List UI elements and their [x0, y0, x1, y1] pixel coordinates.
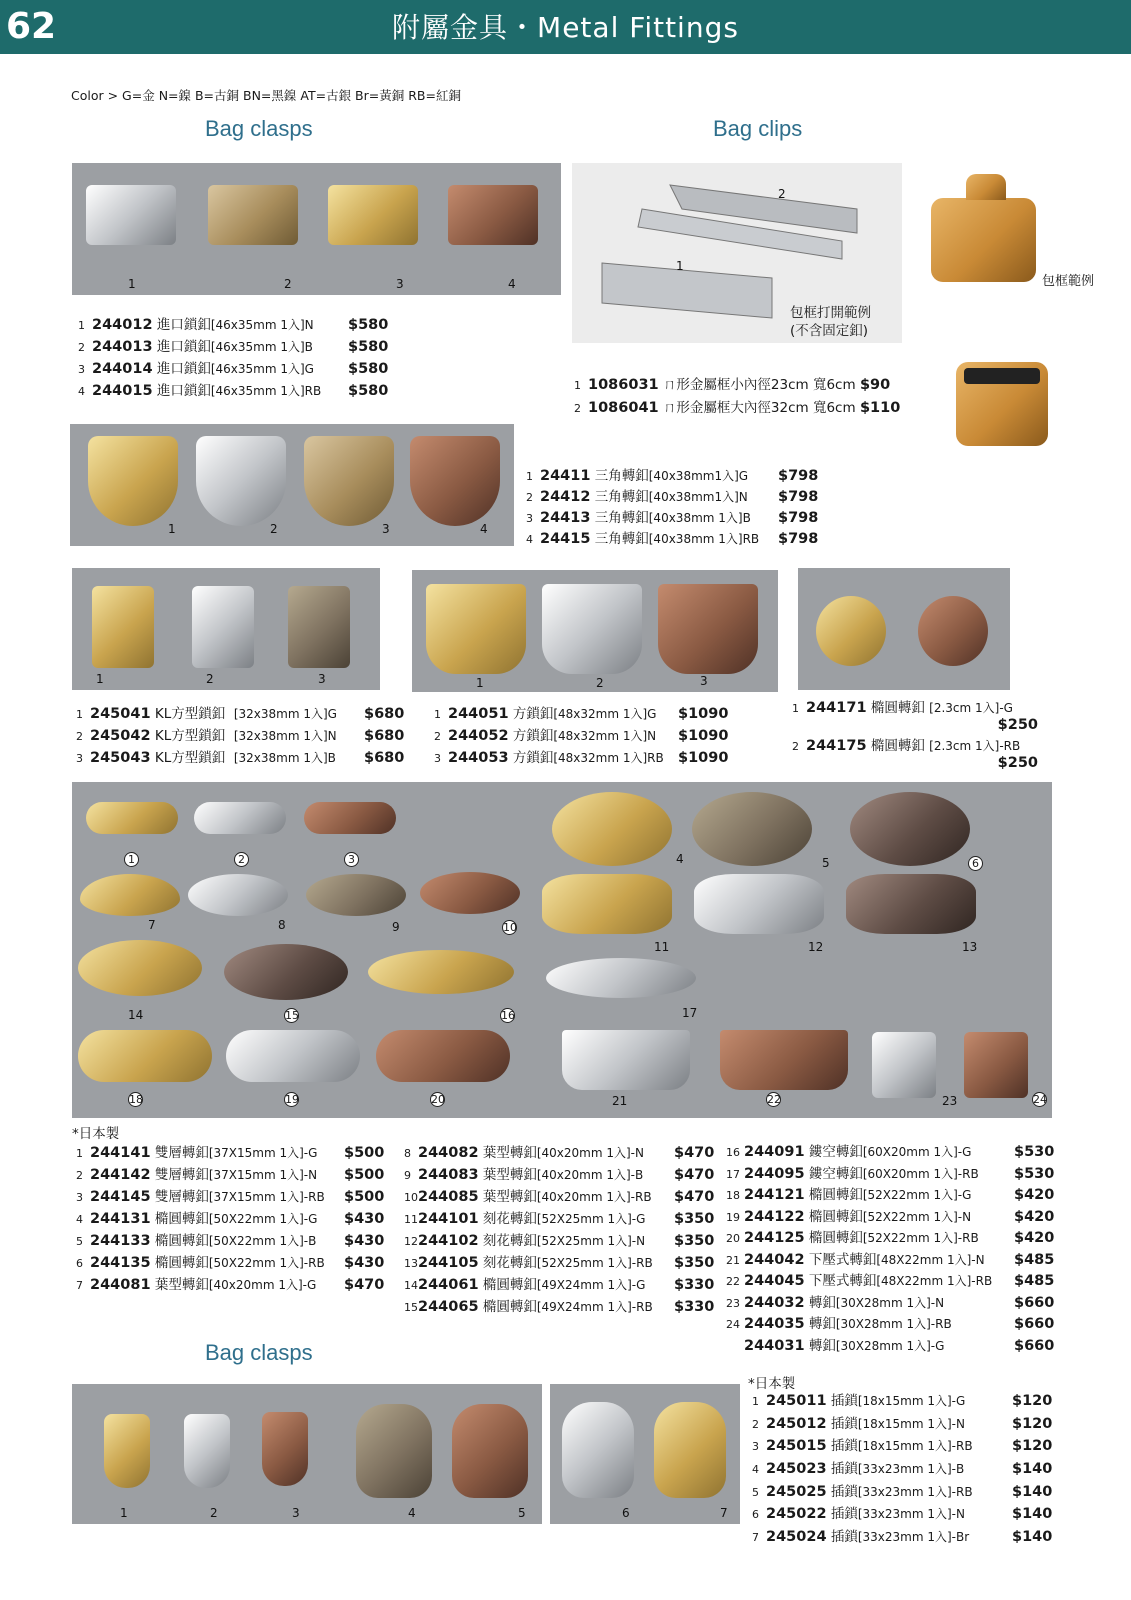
- photo-label: 3: [292, 1506, 300, 1520]
- turnlock-image-8: [188, 874, 288, 916]
- turnlock-image-17: [546, 958, 696, 998]
- turnlock-image-24: [964, 1032, 1028, 1098]
- turnlock-image-14: [78, 940, 202, 996]
- photo-triangle-turnlocks: [70, 424, 514, 546]
- photo-tuck-locks-large: [550, 1384, 740, 1524]
- list-item: 21 244042 下壓式轉釦[48X22mm 1入]-N $485: [726, 1251, 1055, 1268]
- photo-label: 8: [278, 918, 286, 932]
- list-item: 5 245025 插鎖[33x23mm 1入]-RB $140: [752, 1483, 1053, 1500]
- photo-label: 6: [622, 1506, 630, 1520]
- square-turnlock-image-2: [542, 584, 642, 674]
- photo-turnlock-collection: [72, 782, 1052, 1118]
- list-item: 1 1086031 ㄇ形金屬框小內徑23cm 寬6cm $90: [574, 377, 891, 393]
- product-list-oval-turnlocks: [792, 700, 1042, 776]
- photo-label: 15: [285, 1009, 299, 1022]
- photo-label: 1: [168, 522, 176, 536]
- tuck-lock-image-4: [356, 1404, 432, 1498]
- triangle-lock-image-3: [304, 436, 394, 526]
- photo-label: 10: [503, 921, 517, 934]
- turnlock-image-20: [376, 1030, 510, 1082]
- bag-example-image: [926, 168, 1041, 286]
- triangle-lock-image-1: [88, 436, 178, 526]
- list-item: 6 244135 橢圓轉釦[50X22mm 1入]-RB $430: [76, 1255, 385, 1271]
- photo-label: 2: [234, 852, 249, 867]
- turnlock-image-12: [694, 874, 824, 934]
- photo-label: 4: [676, 852, 684, 866]
- kl-lock-image-3: [288, 586, 350, 668]
- list-item: 9 244083 葉型轉釦[40x20mm 1入]-B $470: [404, 1167, 715, 1183]
- list-item: 2 245012 插鎖[18x15mm 1入]-N $120: [752, 1415, 1053, 1432]
- product-list-turnlocks-col2: [404, 1142, 724, 1318]
- photo-label: 9: [392, 920, 400, 934]
- turnlock-image-19: [226, 1030, 360, 1082]
- bag-open-example-image: [956, 340, 1048, 448]
- photo-label: 1: [124, 852, 139, 867]
- list-item: 2 244175 橢圓轉釦 [2.3cm 1入]-RB $250: [792, 738, 1038, 771]
- list-item: 24 244035 轉釦[30X28mm 1入]-RB $660: [726, 1316, 1055, 1332]
- list-item: 244031 轉釦[30X28mm 1入]-G $660: [744, 1337, 1055, 1354]
- turnlock-image-10: [420, 872, 520, 914]
- photo-label: 2: [270, 522, 278, 536]
- photo-label: 24: [1033, 1093, 1047, 1106]
- photo-label: 7: [720, 1506, 728, 1520]
- section-title-bag-clasps-2: Bag clasps: [205, 1340, 313, 1365]
- oval-turnlock-image-2: [918, 596, 988, 666]
- square-turnlock-image-3: [658, 584, 758, 674]
- photo-label: 23: [942, 1094, 958, 1108]
- list-item: 2 1086041 ㄇ形金屬框大內徑32cm 寬6cm $110: [574, 400, 901, 416]
- bag-example-label: 包框範例: [1042, 274, 1095, 289]
- photo-label: 19: [285, 1093, 299, 1106]
- list-item: 4 245023 插鎖[33x23mm 1入]-B $140: [752, 1461, 1053, 1478]
- list-item: 2 245042 KL方型鎖釦 [32x38mm 1入]N $680: [76, 728, 405, 744]
- list-item: 23 244032 轉釦[30X28mm 1入]-N $660: [726, 1294, 1055, 1311]
- list-item: 1 245041 KL方型鎖釦 [32x38mm 1入]G $680: [76, 706, 405, 722]
- photo-label: 5: [518, 1506, 526, 1520]
- turnlock-image-18: [78, 1030, 212, 1082]
- kl-lock-image-1: [92, 586, 154, 668]
- page-number: 62: [6, 6, 57, 47]
- tuck-lock-image-2: [184, 1414, 230, 1488]
- turnlock-image-11: [542, 874, 672, 934]
- photo-square-turnlocks: [412, 570, 778, 692]
- photo-label: 4: [508, 277, 516, 291]
- photo-label: 20: [431, 1093, 445, 1106]
- list-item: 1 244171 橢圓轉釦 [2.3cm 1入]-G $250: [792, 700, 1038, 733]
- photo-label: 17: [682, 1006, 698, 1020]
- photo-label: 18: [129, 1093, 143, 1106]
- made-in-japan-note: *日本製: [72, 1126, 120, 1142]
- turnlock-image-22: [720, 1030, 848, 1090]
- product-list-bag-clips: [574, 374, 900, 420]
- tuck-lock-image-1: [104, 1414, 150, 1488]
- clasp-image-1: [86, 185, 176, 245]
- product-list-tuck-locks: [752, 1390, 1058, 1549]
- turnlock-image-15: [224, 944, 348, 1000]
- turnlock-image-16: [368, 950, 514, 994]
- photo-label: 14: [128, 1008, 144, 1022]
- list-item: 4 24415 三角轉釦[40x38mm 1入]RB $798: [526, 531, 819, 547]
- list-item: 19 244122 橢圓轉釦[52X22mm 1入]-N $420: [726, 1208, 1055, 1225]
- list-item: 22 244045 下壓式轉釦[48X22mm 1入]-RB $485: [726, 1273, 1055, 1289]
- product-list-triangle-turnlocks: [526, 466, 826, 550]
- list-item: 3 244145 雙層轉釦[37X15mm 1入]-RB $500: [76, 1189, 385, 1205]
- photo-oval-turnlocks: [798, 568, 1010, 690]
- photo-label: 1: [120, 1506, 128, 1520]
- photo-label: 3: [700, 674, 708, 688]
- tuck-lock-image-3: [262, 1412, 308, 1486]
- clasp-image-2: [208, 185, 298, 245]
- list-item: 4 244131 橢圓轉釦[50X22mm 1入]-G $430: [76, 1211, 385, 1227]
- photo-label: 3: [344, 852, 359, 867]
- list-item: 18 244121 橢圓轉釦[52X22mm 1入]-G $420: [726, 1187, 1055, 1203]
- list-item: 3 245015 插鎖[18x15mm 1入]-RB $120: [752, 1438, 1053, 1455]
- photo-label: 1: [128, 277, 136, 291]
- photo-label: 4: [408, 1506, 416, 1520]
- turnlock-image-3: [304, 802, 396, 834]
- photo-label: 13: [962, 940, 978, 954]
- list-item: 3 244014 進口鎖釦[46x35mm 1入]G $580: [78, 361, 389, 377]
- list-item: 3 244053 方鎖釦[48x32mm 1入]RB $1090: [434, 750, 729, 766]
- turnlock-image-21: [562, 1030, 690, 1090]
- photo-label: 21: [612, 1094, 628, 1108]
- clasp-image-3: [328, 185, 418, 245]
- list-item: 1 245011 插鎖[18x15mm 1入]-G $120: [752, 1393, 1053, 1409]
- tuck-lock-image-5: [452, 1404, 528, 1498]
- photo-label: 2: [778, 187, 786, 201]
- list-item: 5 244133 橢圓轉釦[50X22mm 1入]-B $430: [76, 1233, 385, 1249]
- list-item: 7 245024 插鎖[33x23mm 1入]-Br $140: [752, 1529, 1053, 1546]
- list-item: 17 244095 鏤空轉釦[60X20mm 1入]-RB $530: [726, 1165, 1055, 1182]
- list-item: 4 244015 進口鎖釦[46x35mm 1入]RB $580: [78, 383, 389, 399]
- list-item: 2 244013 進口鎖釦[46x35mm 1入]B $580: [78, 339, 389, 355]
- list-item: 1 244141 雙層轉釦[37X15mm 1入]-G $500: [76, 1145, 385, 1161]
- turnlock-image-7: [80, 874, 180, 916]
- tuck-lock-image-7: [654, 1402, 726, 1498]
- kl-lock-image-2: [192, 586, 254, 668]
- turnlock-image-4: [552, 792, 672, 866]
- list-item: 13244105 刻花轉釦[52X25mm 1入]-RB $350: [404, 1255, 715, 1271]
- list-item: 6 245022 插鎖[33x23mm 1入]-N $140: [752, 1506, 1053, 1523]
- list-item: 1 24411 三角轉釦[40x38mm1入]G $798: [526, 468, 819, 484]
- photo-label: 2: [206, 672, 214, 686]
- product-list-turnlocks-col1: [76, 1142, 396, 1296]
- list-item: 20 244125 橢圓轉釦[52X22mm 1入]-RB $420: [726, 1230, 1055, 1246]
- clasp-image-4: [448, 185, 538, 245]
- list-item: 11244101 刻花轉釦[52X25mm 1入]-G $350: [404, 1211, 715, 1227]
- product-list-kl-square-locks: [76, 703, 416, 769]
- color-legend: Color > G=金 N=鎳 B=古銅 BN=黑鎳 AT=古銀 Br=黃銅 RB=紅銅: [71, 88, 461, 103]
- photo-kl-square-locks: [72, 568, 380, 690]
- product-list-import-clasps: [78, 314, 398, 402]
- list-item: 2 24412 三角轉釦[40x38mm1入]N $798: [526, 489, 819, 505]
- turnlock-image-13: [846, 874, 976, 934]
- photo-label: 1: [96, 672, 104, 686]
- triangle-lock-image-4: [410, 436, 500, 526]
- list-item: 16 244091 鏤空轉釦[60X20mm 1入]-G $530: [726, 1144, 1055, 1160]
- list-item: 2 244142 雙層轉釦[37X15mm 1入]-N $500: [76, 1167, 385, 1183]
- product-list-square-turnlocks: [434, 703, 764, 769]
- photo-label: 2: [210, 1506, 218, 1520]
- photo-label: 1: [676, 259, 684, 273]
- page-title: 附屬金具・Metal Fittings: [392, 11, 739, 44]
- list-item: 3 24413 三角轉釦[40x38mm 1入]B $798: [526, 510, 819, 526]
- photo-label: 22: [767, 1093, 781, 1106]
- square-turnlock-image-1: [426, 584, 526, 674]
- turnlock-image-5: [692, 792, 812, 866]
- section-title-bag-clips: Bag clips: [713, 116, 803, 141]
- product-list-turnlocks-col3: [726, 1142, 1056, 1357]
- list-item: 12244102 刻花轉釦[52X25mm 1入]-N $350: [404, 1233, 715, 1249]
- turnlock-image-6: [850, 792, 970, 866]
- list-item: 2 244052 方鎖釦[48x32mm 1入]N $1090: [434, 728, 729, 744]
- section-title-bag-clasps: Bag clasps: [205, 116, 313, 141]
- list-item: 1 244051 方鎖釦[48x32mm 1入]G $1090: [434, 706, 729, 722]
- photo-label: 7: [148, 918, 156, 932]
- photo-label: 2: [284, 277, 292, 291]
- list-item: 3 245043 KL方型鎖釦 [32x38mm 1入]B $680: [76, 750, 405, 766]
- turnlock-image-9: [306, 874, 406, 916]
- made-in-japan-note-2: *日本製: [748, 1376, 796, 1392]
- oval-turnlock-image-1: [816, 596, 886, 666]
- list-item: 8 244082 葉型轉釦[40x20mm 1入]-N $470: [404, 1145, 715, 1161]
- photo-tuck-locks-small: [72, 1384, 542, 1524]
- photo-label: 3: [318, 672, 326, 686]
- photo-label: 16: [501, 1009, 515, 1022]
- photo-label: 6: [968, 856, 983, 871]
- triangle-lock-image-2: [196, 436, 286, 526]
- turnlock-image-23: [872, 1032, 936, 1098]
- clips-open-note: 包框打開範例 (不含固定釦): [790, 305, 871, 339]
- photo-label: 5: [822, 856, 830, 870]
- list-item: 7 244081 葉型轉釦[40x20mm 1入]-G $470: [76, 1277, 385, 1293]
- photo-label: 3: [382, 522, 390, 536]
- photo-label: 12: [808, 940, 824, 954]
- list-item: 14244061 橢圓轉釦[49X24mm 1入]-G $330: [404, 1277, 715, 1293]
- turnlock-image-2: [194, 802, 286, 834]
- list-item: 10244085 葉型轉釦[40x20mm 1入]-RB $470: [404, 1189, 715, 1205]
- tuck-lock-image-6: [562, 1402, 634, 1498]
- photo-label: 3: [396, 277, 404, 291]
- photo-label: 1: [476, 676, 484, 690]
- photo-label: 11: [654, 940, 670, 954]
- photo-label: 4: [480, 522, 488, 536]
- turnlock-image-1: [86, 802, 178, 834]
- photo-import-clasps: [72, 163, 561, 295]
- list-item: 1 244012 進口鎖釦[46x35mm 1入]N $580: [78, 317, 389, 333]
- photo-label: 2: [596, 676, 604, 690]
- list-item: 15244065 橢圓轉釦[49X24mm 1入]-RB $330: [404, 1299, 715, 1315]
